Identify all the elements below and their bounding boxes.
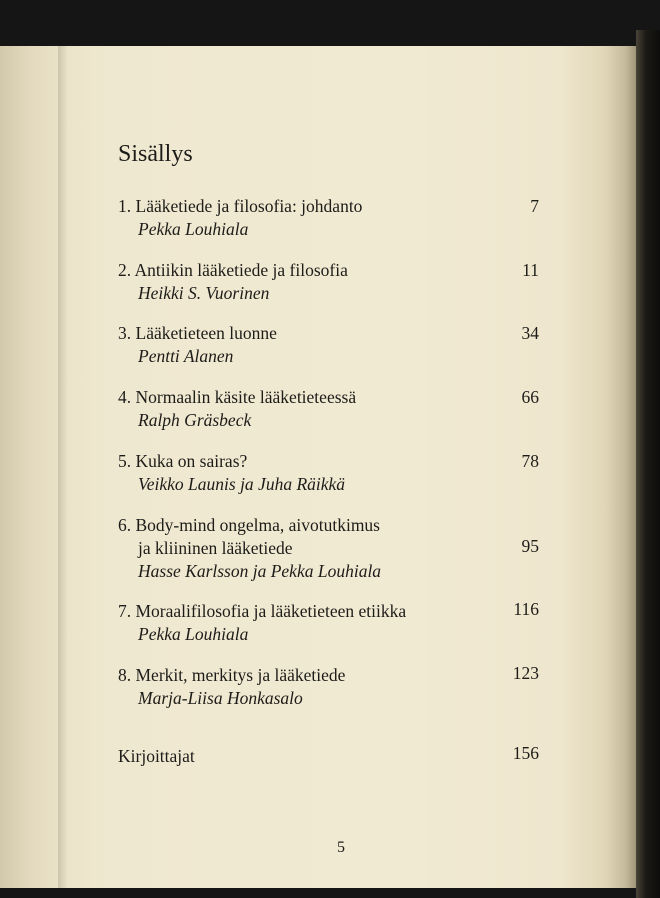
toc-entry-2-title: 2. Antiikin lääketiede ja filosofia [118,260,348,280]
toc-contributors-title: Kirjoittajat [118,746,195,766]
page-edge-shadow [636,30,660,898]
toc-entry-7-title: 7. Moraalifilosofia ja lääketieteen etiikka [118,601,407,621]
page-gutter-shadow [58,46,68,888]
toc-entry-6-title: 6. Body-mind ongelma, aivotutkimus [118,515,380,535]
toc-entry-4-author: Ralph Gräsbeck [138,410,252,430]
toc-entry-8-author: Marja-Liisa Honkasalo [138,688,303,708]
toc-entry-8-page: 123 [512,663,539,683]
toc-entry-4-page: 66 [521,387,539,407]
toc-entry-1-title: 1. Lääketiede ja filosofia: johdanto [118,196,363,216]
toc-entry-6-title-line2: ja kliininen lääketiede [138,538,293,558]
toc-entry-2-page: 11 [522,260,539,280]
toc-entry-5-page: 78 [521,451,539,471]
toc-entry-6-page: 95 [521,536,539,556]
toc-contributors-page: 156 [512,743,539,763]
toc-entry-7-page: 116 [513,599,539,619]
book-page [0,46,636,888]
toc-entry-1-author: Pekka Louhiala [138,219,249,239]
toc-entry-5-title: 5. Kuka on sairas? [118,451,248,471]
toc-entry-2-author: Heikki S. Vuorinen [138,283,270,303]
toc-heading: Sisällys [118,141,193,167]
toc-entry-3-author: Pentti Alanen [138,346,234,366]
toc-entry-8-title: 8. Merkit, merkitys ja lääketiede [118,665,346,685]
toc-entry-1-page: 7 [530,196,539,216]
toc-entry-6-author: Hasse Karlsson ja Pekka Louhiala [138,561,382,581]
toc-entry-4-title: 4. Normaalin käsite lääketieteessä [118,387,357,407]
toc-entry-3-page: 34 [521,323,539,343]
toc-entry-5-author: Veikko Launis ja Juha Räikkä [138,474,346,494]
toc-entry-3-title: 3. Lääketieteen luonne [118,323,277,343]
toc-entry-7-author: Pekka Louhiala [138,624,249,644]
page-number: 5 [337,839,345,856]
